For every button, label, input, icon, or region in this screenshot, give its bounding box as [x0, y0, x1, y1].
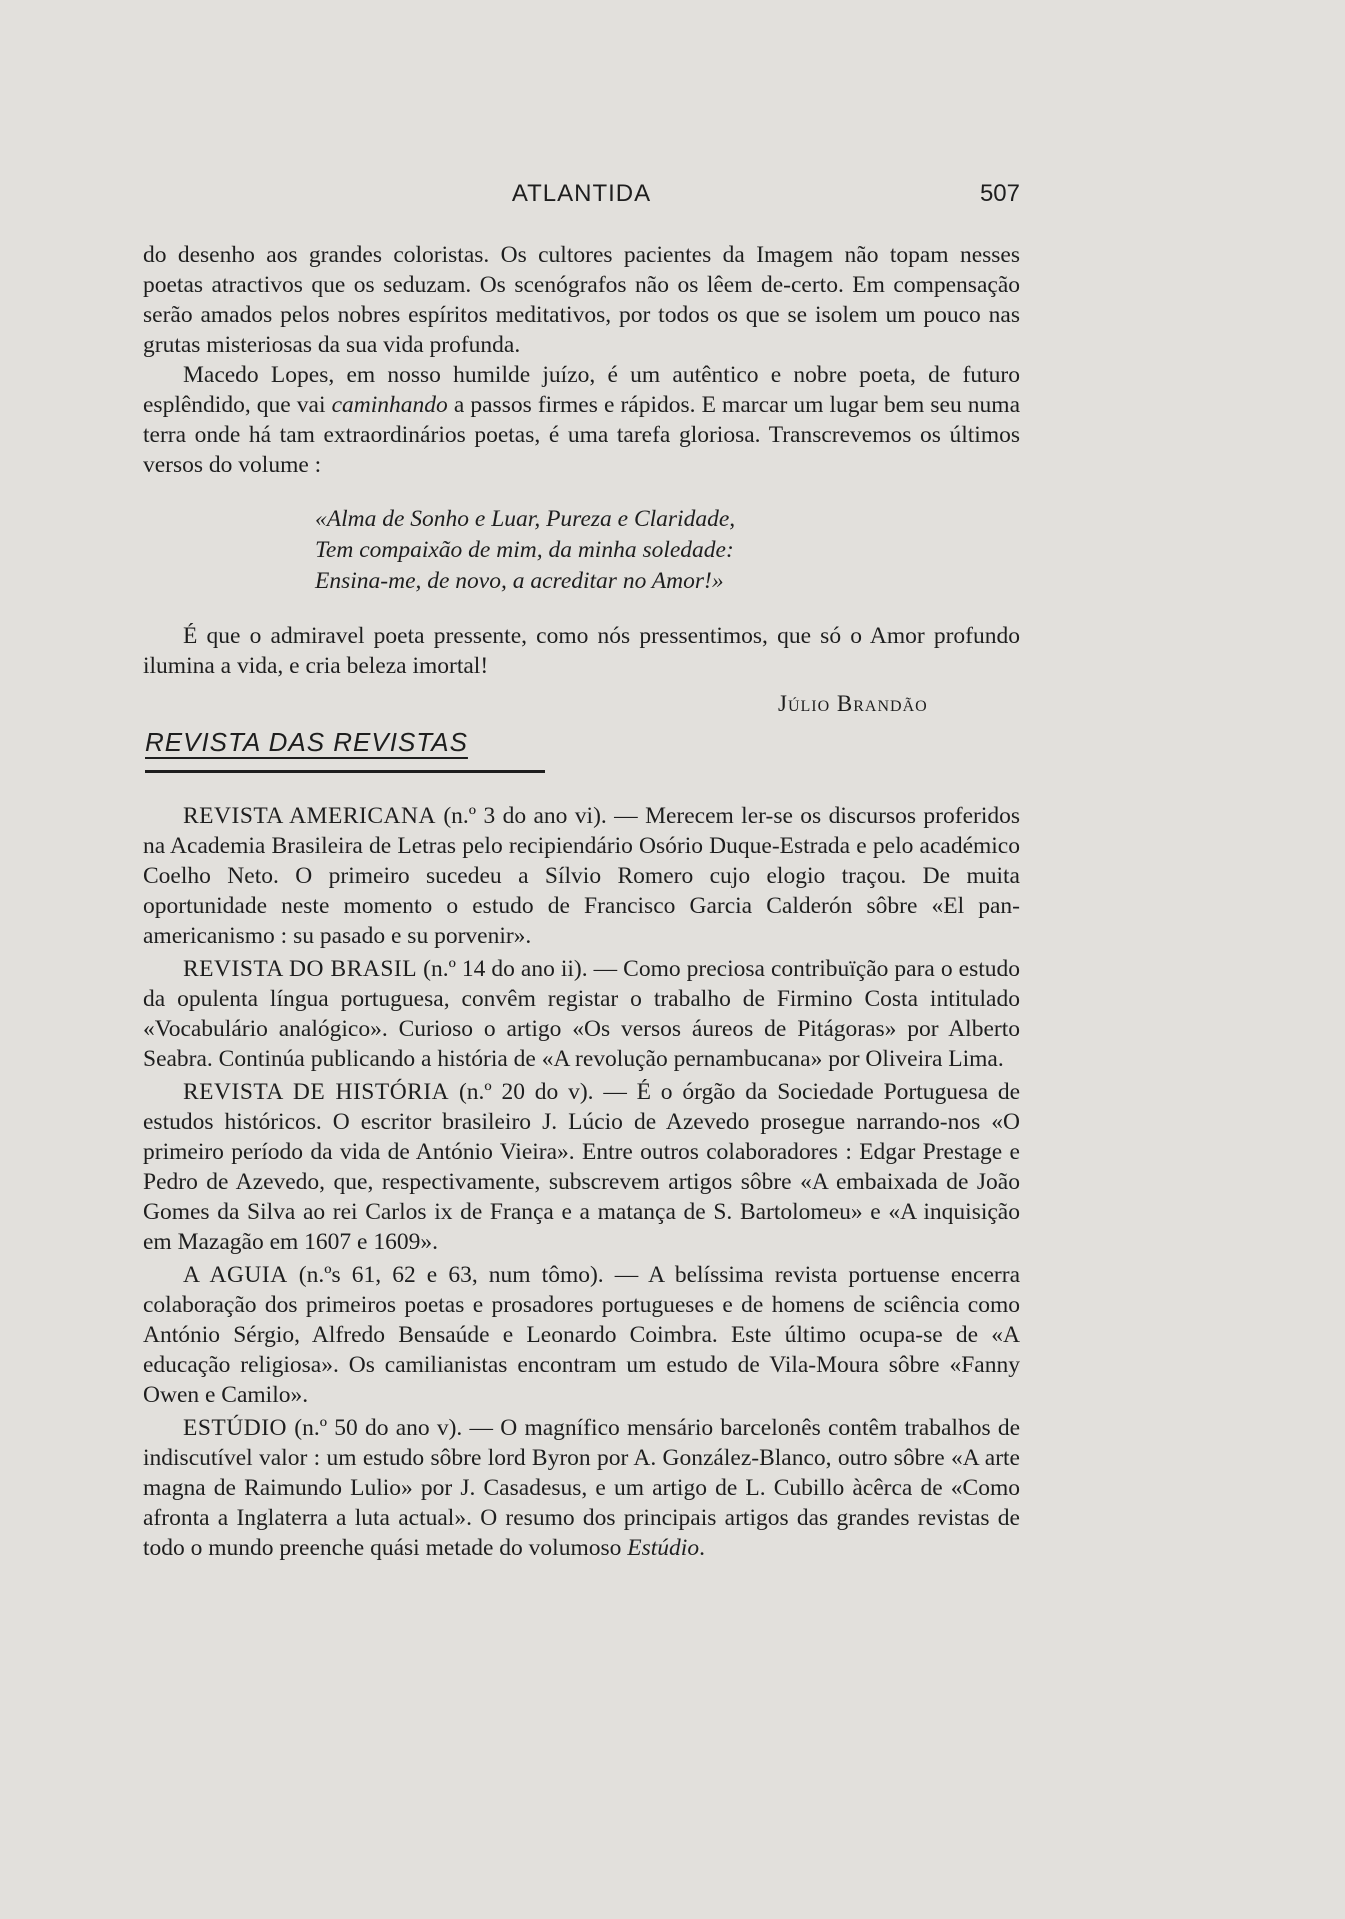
section-title: REVISTA DAS REVISTAS — [145, 727, 468, 757]
running-header — [143, 180, 1020, 214]
author-signature: Júlio Brandão — [778, 691, 928, 716]
intro-paragraph-2-emphasis: caminhando — [331, 392, 448, 418]
review-text: — Como preciosa contribuïção para o estudo da opulenta língua portuguesa, convêm registar o trabalho de Firmino Costa intitulado «Vocabulário analógico». Curioso o artigo «Os versos áureos de Pitágoras» por Alberto Seabra. Continúa publicando a história de «A revolução pernambucana» por Oliveira Lima. — [143, 956, 1020, 1072]
review-meta: (n.º 20 do v). — [458, 1079, 594, 1105]
running-title: ATLANTIDA — [511, 180, 652, 207]
signature-row — [143, 691, 1020, 727]
closing-paragraph: É que o admiravel poeta pressente, como nós pressentimos, que só o Amor profundo ilumina a vida, e cria beleza imortal! — [143, 623, 1020, 679]
review-revista-americana — [143, 801, 1020, 951]
poem-line-3: Ensina-me, de novo, a acreditar no Amor!» — [315, 568, 724, 594]
review-name: ESTÚDIO — [183, 1415, 288, 1441]
article-body — [143, 240, 1020, 1563]
review-meta: (n.ºs 61, 62 e 63, num tômo). — [298, 1262, 604, 1288]
poem-line-1: «Alma de Sonho e Luar, Pureza e Claridade, — [315, 506, 736, 532]
review-meta: (n.º 3 do ano vi). — [443, 803, 607, 829]
intro-paragraph-2-end: a passos firmes e rápidos. E marcar um lugar bem seu numa terra onde há tam extraordinários poetas, é uma tarefa gloriosa. Transcrevemos os últimos versos do volume : — [143, 392, 1020, 478]
review-meta: (n.º 14 do ano ii). — [423, 956, 588, 982]
intro-paragraph-2 — [143, 360, 1020, 480]
poem-line-2: Tem compaixão de mim, da minha soledade: — [315, 537, 734, 563]
review-name: A AGUIA — [183, 1262, 288, 1288]
review-a-aguia — [143, 1260, 1020, 1410]
section-rule — [145, 770, 545, 773]
review-revista-do-brasil — [143, 954, 1020, 1074]
review-emphasis: Estúdio — [627, 1535, 700, 1561]
intro-paragraph-1: do desenho aos grandes coloristas. Os cultores pacientes da Imagem não topam nesses poetas atractivos que os seduzam. Os scenógrafos não os lêem de-certo. Em compensação serão amados pelos nobres espíritos meditativos, por todos os que se isolem um pouco nas grutas misteriosas da sua vida profunda. — [143, 242, 1020, 358]
review-text: — O magnífico mensário barcelonês contêm trabalhos de indiscutível valor : um estudo sôbre lord Byron por A. González-Blanco, outro sôbre «A arte magna de Raimundo Lulio» por J. Casadesus, e um artigo de L. Cubillo àcêrca de «Como afronta a Inglaterra a luta actual». O resumo dos principais artigos das grandes revistas de todo o mundo preenche quási metade do volumoso — [143, 1415, 1020, 1561]
poem-quote — [315, 504, 1020, 597]
review-estudio — [143, 1413, 1020, 1563]
review-name: REVISTA DE HISTÓRIA — [183, 1079, 450, 1105]
review-meta: (n.º 50 do ano v). — [294, 1415, 463, 1441]
review-name: REVISTA AMERICANA — [183, 803, 436, 829]
page-number: 507 — [979, 180, 1020, 207]
review-text: — A belíssima revista portuense encerra colaboração dos primeiros poetas e prosadores portugueses e de homens de sciência como António Sérgio, Alfredo Bensaúde e Leonardo Coimbra. Este último ocupa-se de «A educação religiosa». Os camilianistas encontram um estudo de Vila-Moura sôbre «Fanny Owen e Camilo». — [143, 1262, 1020, 1408]
intro-paragraph-2-start: Macedo Lopes, em nosso humilde juízo, é um autêntico e nobre poeta, de futuro esplêndido, que vai — [143, 362, 1020, 418]
review-name: REVISTA DO BRASIL — [183, 956, 418, 982]
review-text: — É o órgão da Sociedade Portuguesa de estudos históricos. O escritor brasileiro J. Lúcio de Azevedo prosegue narrando-nos «O primeiro período da vida de António Vieira». Entre outros colaboradores : Edgar Prestage e Pedro de Azevedo, que, respectivamente, subscrevem artigos sôbre «A embaixada de João Gomes da Silva ao rei Carlos ix de França e a matança de S. Bartolomeu» e «A inquisição em Mazagão em 1607 e 1609». — [143, 1079, 1020, 1255]
review-end: . — [699, 1535, 705, 1561]
review-text: — Merecem ler-se os discursos proferidos na Academia Brasileira de Letras pelo recipiendário Osório Duque-Estrada e pelo académico Coelho Neto. O primeiro sucedeu a Sílvio Romero cujo elogio traçou. De muita oportunidade neste momento o estudo de Francisco Garcia Calderón sôbre «El pan-americanismo : su pasado e su porvenir». — [143, 803, 1021, 949]
review-revista-de-historia — [143, 1077, 1020, 1257]
